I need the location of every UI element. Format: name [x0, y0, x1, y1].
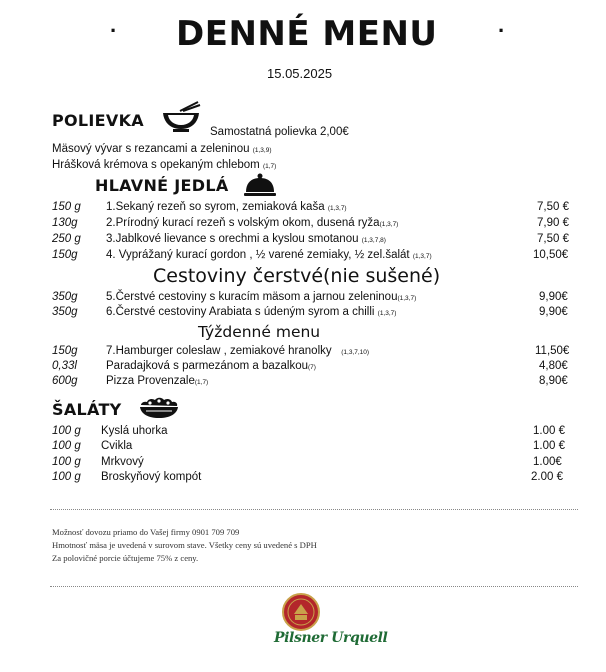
item-price: 7,50 €	[537, 201, 569, 213]
soup-item-name: Mäsový vývar s rezancami a zeleninou	[52, 143, 250, 155]
menu-row	[0, 201, 606, 217]
item-name	[106, 306, 396, 318]
item-name	[106, 217, 398, 229]
item-name: Mrkvový	[101, 456, 144, 468]
item-name	[106, 291, 416, 303]
item-allergens: (1,7)	[194, 379, 209, 386]
item-price: 1.00 €	[533, 425, 565, 437]
soup-item-name: Hrášková krémova s opekaným chlebom	[52, 159, 260, 171]
footer-note: Hmotnosť mäsa je uvedená v surovom stave. Všetky ceny sú uvedené s DPH	[52, 540, 317, 550]
item-name-text: Paradajková s parmezánom a bazalkou	[106, 360, 309, 372]
menu-row	[0, 456, 606, 472]
item-name-text: 2.Prírodný kurací rezeň s volským okom, dusená ryža	[106, 217, 380, 229]
soup-item	[52, 159, 276, 171]
menu-row	[0, 345, 606, 361]
item-weight: 0,33l	[52, 360, 77, 372]
divider	[50, 509, 578, 510]
weekly-heading: Týždenné menu	[198, 323, 321, 341]
item-name	[106, 345, 369, 357]
item-allergens: (1,3,7,10)	[341, 349, 370, 356]
pasta-heading: Cestoviny čerstvé(nie sušené)	[153, 265, 441, 287]
menu-row	[0, 249, 606, 265]
menu-row	[0, 440, 606, 456]
item-name: Kyslá uhorka	[101, 425, 168, 437]
item-price: 9,90€	[539, 306, 568, 318]
item-allergens: (1,3,7)	[412, 253, 432, 260]
pilsner-urquell-logo	[268, 590, 364, 662]
item-price: 9,90€	[539, 291, 568, 303]
menu-date: 15.05.2025	[267, 66, 333, 81]
item-name: Cvikla	[101, 440, 133, 452]
item-weight: 350g	[52, 291, 78, 303]
item-price: 2.00 €	[531, 471, 563, 483]
page-title: DENNÉ MENU	[176, 14, 438, 54]
item-weight: 100 g	[52, 425, 81, 437]
footer-note: Za polovičné porcie účtujeme 75% z ceny.	[52, 553, 199, 563]
item-weight: 150g	[52, 249, 78, 261]
item-price: 7,50 €	[537, 233, 569, 245]
soup-separate-price: Samostatná polievka 2,00€	[210, 126, 349, 138]
item-price: 7,90 €	[537, 217, 569, 229]
item-weight: 100 g	[52, 440, 81, 452]
item-name	[106, 249, 432, 261]
item-name-text: 4. Vyprážaný kurací gordon , ½ varené zemiaky, ½ zel.šalát	[106, 249, 410, 261]
soup-item	[52, 143, 272, 155]
item-name-text: 1.Sekaný rezeň so syrom, zemiaková kaša	[106, 201, 325, 213]
soup-heading: POLIEVKA	[52, 111, 144, 130]
item-allergens: (1,3,7)	[377, 310, 397, 317]
soup-item-allergens: (1,3,9)	[252, 147, 272, 154]
menu-row	[0, 306, 606, 322]
footer-note: Možnosť dovozu priamo do Vašej firmy 0901 709 709	[52, 527, 240, 537]
item-price: 1.00€	[533, 456, 562, 468]
soup-bowl-icon	[160, 100, 202, 132]
item-weight: 350g	[52, 306, 78, 318]
soup-item-allergens: (1,7)	[262, 163, 277, 170]
item-allergens: (1,3,7)	[379, 221, 399, 228]
item-weight: 600g	[52, 375, 78, 387]
item-weight: 100 g	[52, 471, 81, 483]
item-allergens: (1,3,7,8)	[361, 237, 386, 244]
item-name-text: 3.Jablkové lievance s orechmi a kyslou smotanou	[106, 233, 359, 245]
item-name	[106, 201, 347, 213]
item-name	[106, 233, 386, 245]
menu-row	[0, 360, 606, 376]
header-bullet-right: ·	[498, 18, 506, 43]
menu-row	[0, 217, 606, 233]
header-bullet-left: ·	[110, 18, 118, 43]
salads-heading: ŠALÁTY	[52, 400, 122, 419]
menu-row	[0, 375, 606, 391]
item-price: 1.00 €	[533, 440, 565, 452]
item-name: Broskyňový kompót	[101, 471, 202, 483]
item-price: 10,50€	[533, 249, 569, 261]
item-price: 4,80€	[539, 360, 568, 372]
salad-bowl-icon	[138, 396, 180, 420]
item-weight: 130g	[52, 217, 78, 229]
item-weight: 150 g	[52, 201, 81, 213]
item-price: 8,90€	[539, 375, 568, 387]
logo-wordmark: Pilsner Urquell	[274, 630, 388, 646]
item-weight: 150g	[52, 345, 78, 357]
serving-cloche-icon	[243, 172, 277, 198]
menu-row	[0, 233, 606, 249]
item-name-text: 7.Hamburger coleslaw , zemiakové hranolky	[106, 345, 332, 357]
item-price: 11,50€	[535, 345, 570, 357]
item-weight: 250 g	[52, 233, 81, 245]
item-allergens: (7)	[308, 364, 316, 371]
item-allergens: (1,3,7)	[397, 295, 417, 302]
mains-heading: HLAVNÉ JEDLÁ	[95, 176, 229, 195]
menu-row	[0, 425, 606, 441]
item-name-text: Pizza Provenzale	[106, 375, 195, 387]
divider	[50, 586, 578, 587]
item-name-text: 6.Čerstvé cestoviny Arabiata s údeným syrom a chilli	[106, 306, 375, 318]
menu-row	[0, 291, 606, 307]
item-weight: 100 g	[52, 456, 81, 468]
item-allergens: (1,3,7)	[327, 205, 347, 212]
item-name-text: 5.Čerstvé cestoviny s kuracím mäsom a jarnou zeleninou	[106, 291, 398, 303]
item-name	[106, 375, 208, 387]
menu-row	[0, 471, 606, 487]
item-name	[106, 360, 316, 372]
